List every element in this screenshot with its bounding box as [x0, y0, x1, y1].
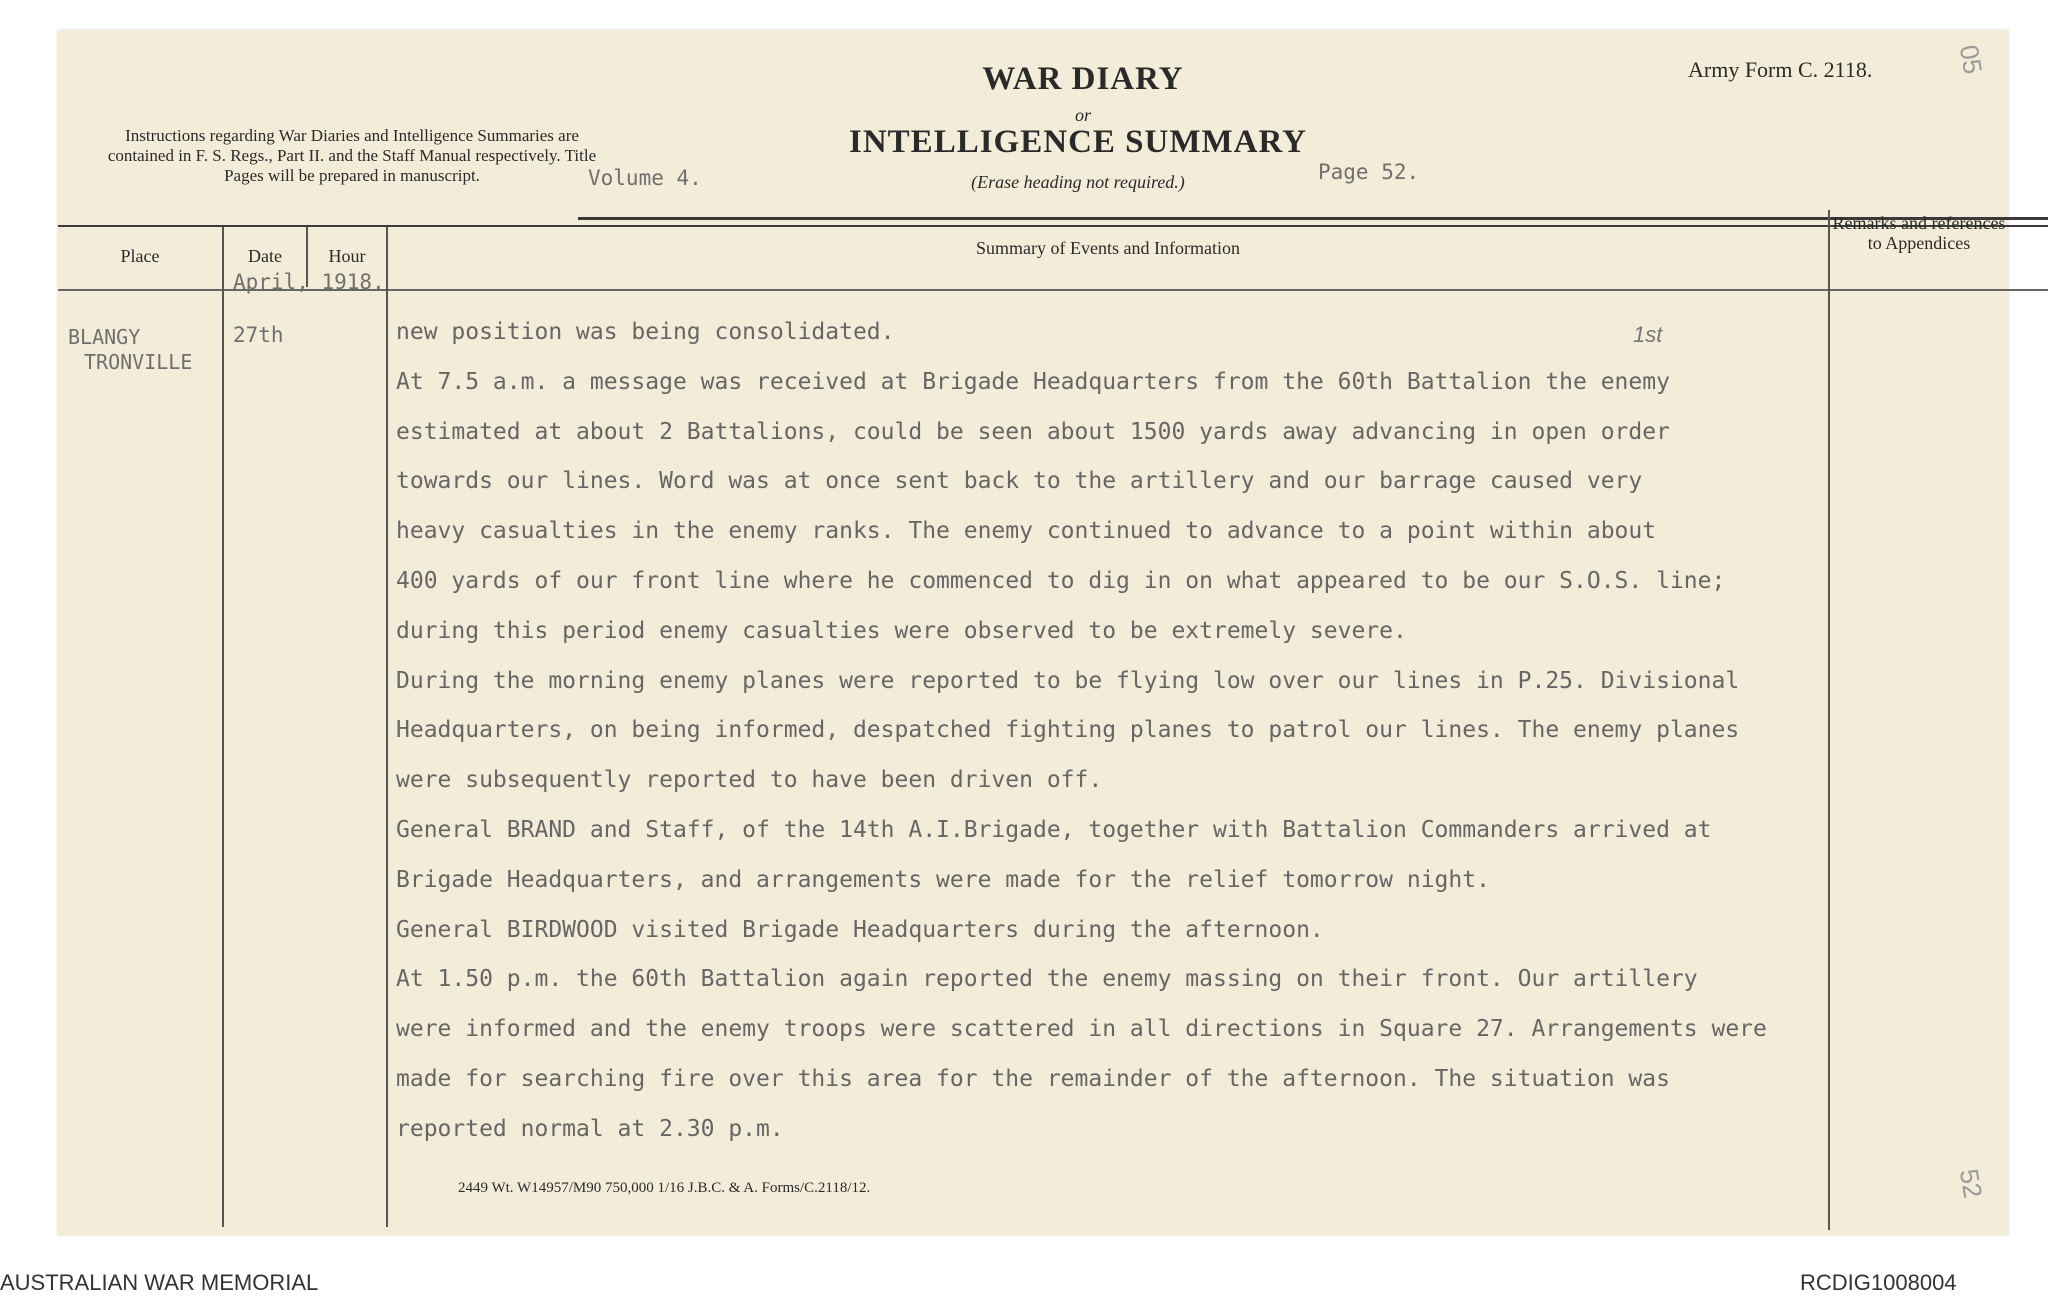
volume-label: Volume 4. — [588, 166, 702, 190]
summary-line: At 7.5 a.m. a message was received at Brigade Headquarters from the 60th Battalion the enemy — [396, 368, 1670, 395]
summary-line: heavy casualties in the enemy ranks. The enemy continued to advance to a point within about — [396, 518, 1657, 545]
footer-record-id: RCDIG1008004 — [1800, 1270, 1957, 1295]
summary-line: made for searching fire over this area for the remainder of the afternoon. The situation was — [396, 1065, 1670, 1092]
erase-note: (Erase heading not required.) — [971, 172, 1185, 192]
column-header-date: Date — [248, 246, 282, 266]
title-or: or — [1074, 105, 1091, 125]
instructions-text: Instructions regarding War Diaries and Intelligence Summaries are contained in F. S. Regs., Part II. and the Staff Manual respectively. Title Pages will be prepared in manuscript. — [107, 126, 597, 185]
column-header-summary: Summary of Events and Information — [976, 238, 1240, 258]
page-subtitle: INTELLIGENCE SUMMARY — [849, 124, 1307, 160]
entry-place-line2: TRONVILLE — [84, 350, 193, 374]
summary-line: reported normal at 2.30 p.m. — [396, 1115, 784, 1142]
page-title: WAR DIARY — [982, 61, 1184, 97]
summary-line: Brigade Headquarters, and arrangements were made for the relief tomorrow night. — [396, 866, 1490, 893]
summary-line: estimated at about 2 Battalions, could be seen about 1500 yards away advancing in open order — [396, 418, 1670, 445]
column-header-hour: Hour — [328, 246, 366, 266]
summary-line: General BRAND and Staff, of the 14th A.I.Brigade, together with Battalion Commanders arrived at — [396, 816, 1712, 843]
pencil-folio-bottom: 52 — [1953, 1166, 1989, 1201]
summary-line: towards our lines. Word was at once sent back to the artillery and our barrage caused very — [396, 468, 1643, 495]
summary-line: during this period enemy casualties were observed to be extremely severe. — [396, 617, 1407, 644]
page-number: Page 52. — [1318, 160, 1420, 184]
summary-line: were informed and the enemy troops were scattered in all directions in Square 27. Arrangements were — [396, 1016, 1767, 1043]
header-rule-lower — [58, 225, 2048, 227]
summary-text-block — [396, 308, 1956, 1155]
entry-place-line1: BLANGY — [68, 325, 141, 349]
summary-line: During the morning enemy planes were reported to be flying low over our lines in P.25. Divisional — [396, 667, 1740, 694]
summary-line: Headquarters, on being informed, despatched fighting planes to patrol our lines. The enemy planes — [396, 717, 1740, 744]
column-header-remarks: Remarks and references to Appendices — [1832, 213, 2006, 253]
footer-institution: AUSTRALIAN WAR MEMORIAL — [0, 1270, 319, 1295]
war-diary-sheet — [58, 30, 2008, 1235]
column-header-place: Place — [120, 246, 160, 266]
summary-line: were subsequently reported to have been driven off. — [396, 767, 1103, 794]
summary-line: new position was being consolidated. — [396, 319, 895, 345]
summary-line: General BIRDWOOD visited Brigade Headquarters during the afternoon. — [396, 916, 1324, 943]
entry-day: 27th — [233, 323, 284, 347]
summary-line: 400 yards of our front line where he commenced to dig in on what appeared to be our S.O.S. line; — [396, 567, 1726, 594]
hour-summary-divider — [386, 227, 388, 1227]
entry-month-year: April, 1918. — [233, 270, 385, 294]
pencil-insert-1st: 1st — [1633, 322, 1663, 347]
army-form-number: Army Form C. 2118. — [1688, 57, 1873, 82]
pencil-folio-top: 05 — [1953, 42, 1989, 77]
printer-imprint: 2449 Wt. W14957/M90 750,000 1/16 J.B.C. & A. Forms/C.2118/12. — [458, 1180, 871, 1196]
place-date-divider — [222, 227, 224, 1227]
summary-line: At 1.50 p.m. the 60th Battalion again reported the enemy massing on their front. Our artillery — [396, 966, 1698, 993]
